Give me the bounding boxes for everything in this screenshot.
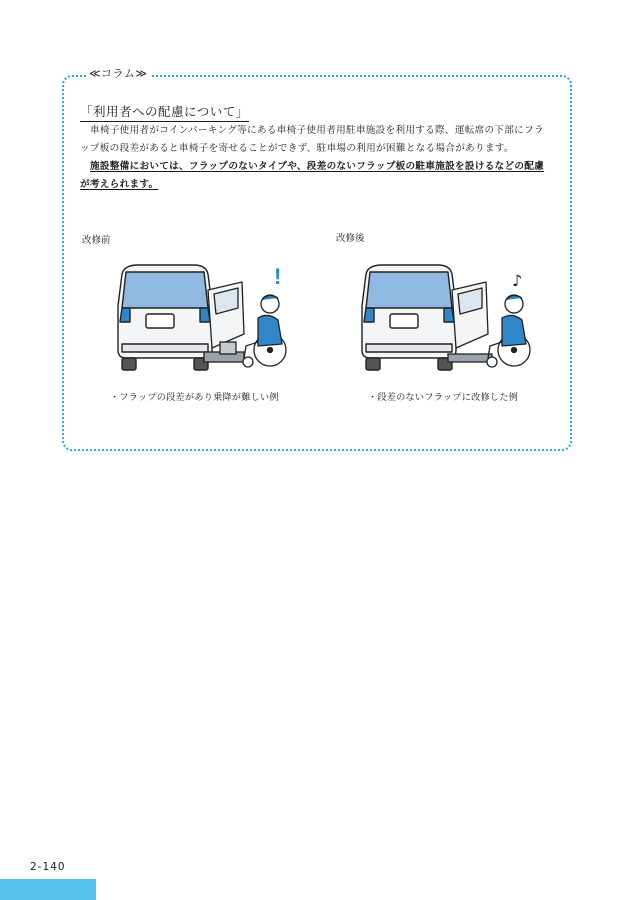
music-note-icon: ♪: [512, 271, 523, 290]
column-body: [80, 122, 550, 194]
parking-flap-flat: [448, 354, 492, 362]
figure-after-label: 改修後: [336, 233, 365, 244]
exclamation-mark: !: [274, 264, 282, 289]
column-paragraph-2: 施設整備においては、フラップのないタイプや、段差のないフラップ板の駐車施設を設けるなどの配慮が考えられます。: [80, 161, 545, 190]
figure-after-caption: ・段差のないフラップに改修した例: [368, 392, 519, 403]
figure-before-illustration: [108, 262, 298, 380]
figure-before-caption: ・フラップの段差があり乗降が難しい例: [110, 392, 279, 403]
wheelchair-user-illustration: [487, 295, 530, 367]
column-tag: ≪コラム≫: [86, 67, 150, 81]
car-rear-illustration: [118, 265, 212, 370]
figure-after-illustration: [352, 262, 542, 380]
figure-before-label: 改修前: [82, 235, 111, 246]
column-paragraph-1: 車椅子使用者がコインパーキング等にある車椅子使用者用駐車施設を利用する際、運転席の下部にフラップ板の段差があると車椅子を寄せることができず、駐車場の利用が困難となる場合があります。: [80, 125, 544, 154]
open-door-illustration: [208, 282, 244, 348]
car-rear-illustration: [362, 265, 456, 370]
column-title: 「利用者への配慮について」: [80, 104, 249, 122]
wheelchair-user-illustration: [243, 295, 286, 367]
page-number: 2-140: [30, 861, 66, 873]
page-tab-bar: [0, 879, 96, 900]
open-door-illustration: [452, 282, 488, 348]
